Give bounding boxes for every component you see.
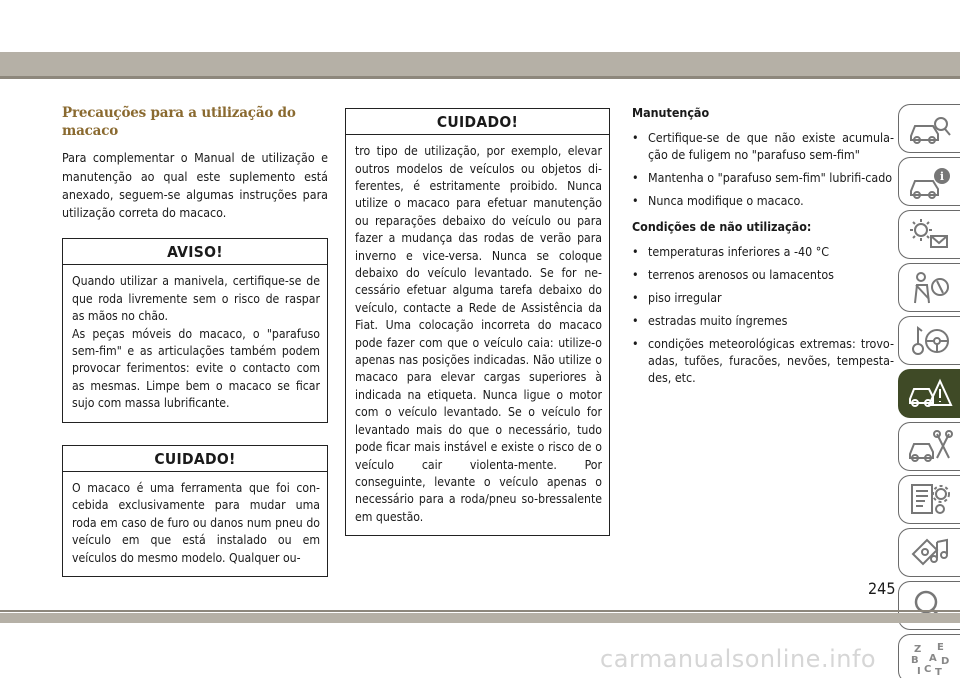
index-letter: C [923, 663, 931, 675]
svg-text:i: i [939, 169, 944, 183]
index-letter: E [936, 641, 944, 653]
intro-paragraph: Para complementar o Manual de utilização e manutenção ao qual este suplemento está anexado, seguem-se algumas instruções para utilização correta do macaco. [62, 150, 328, 221]
cuidado-title-left: CUIDADO! [63, 446, 327, 472]
bullet: • [632, 290, 639, 306]
middle-column [345, 108, 610, 550]
multimedia-icon [907, 534, 953, 572]
index-letter: A [928, 652, 937, 664]
bullet: • [632, 336, 639, 352]
cuidado-box-middle [345, 108, 610, 536]
chapter-tabs [898, 104, 960, 678]
index-letter: Z [913, 643, 921, 655]
index-letter: B [910, 654, 919, 666]
cuidado-body-middle [346, 135, 609, 535]
list-item: • piso irregular [632, 290, 722, 306]
aviso-title: AVISO! [63, 239, 327, 265]
tab-multimedia[interactable] [898, 528, 960, 577]
list-item: • Nunca modifique o macaco. [632, 193, 804, 209]
aviso-box [62, 238, 328, 422]
bullet: • [632, 244, 639, 260]
index-letter: I [916, 665, 921, 677]
list-item: • temperaturas inferiores a -40 °C [632, 244, 830, 260]
page-number: 245 [868, 579, 896, 598]
bullet: • [632, 267, 639, 283]
tab-car-breakdown[interactable] [898, 369, 960, 418]
tab-warning-lights[interactable] [898, 210, 960, 259]
manutencao-heading: Manutenção [632, 105, 710, 120]
tab-car-search[interactable] [898, 104, 960, 153]
tab-alphabet-index[interactable] [898, 634, 960, 678]
document-gear-icon [907, 481, 953, 519]
cuidado-text-middle: tro tipo de utilização, por exemplo, elevar outros modelos de veículos ou objetos di-ferentes, é estritamente proibido. Nunca utilize o macaco para efetuar manutenção ou reparações debaixo do veículo ou para fazer a mudança das rodas de verão para inverno e vice-versa. Nunca se coloque debaixo do veículo levantado. Se for ne-cessário efetuar alguma tarefa debaixo do veículo, contacte a Rede de Assistência da Fiat. Uma colocação incorreta do macaco pode fazer com que o veículo caia: utilize-o apenas nas posições indicadas. Não utilize o macaco para elevar cargas superiores à indicada na etiqueta. Nunca ligue o motor com o veículo levantado. Se o veículo for levantado mais do que o necessário, tudo pode ficar mais instável e existe o risco de o veículo cair violenta-mente. Por conseguinte, levante o veículo apenas o necessário para a roda/pneu so-bressalente em questão. [355, 144, 602, 524]
car-search-icon [907, 110, 953, 148]
index-letter: D [940, 655, 949, 667]
cuidado-box-left [62, 445, 328, 577]
bullet: • [632, 313, 639, 329]
right-column [632, 104, 894, 395]
bullet: • [632, 170, 639, 186]
index-letter: T [934, 666, 942, 678]
list-item: • Mantenha o "parafuso sem-fim" lubrifi-cado [632, 170, 893, 186]
condicoes-list [632, 243, 894, 386]
alphabet-index-icon [907, 640, 953, 678]
tab-car-wrench[interactable] [898, 422, 960, 471]
manutencao-list [632, 129, 894, 209]
aviso-text-2: As peças móveis do macaco, o "parafuso sem-fim" e as articulações também podem provocar ferimentos: evite o contacto com as mesmas. Limpe bem o macaco se ficar sujo com massa lubrificante. [72, 326, 320, 411]
header-band [0, 52, 960, 76]
tab-car-info[interactable] [898, 157, 960, 206]
warning-lights-icon [907, 216, 953, 254]
list-item: • condições meteorológicas extremas: trovo-adas, tufões, furacões, nevões, tempesta-des, etc. [632, 336, 894, 386]
condicoes-heading: Condições de não utilização: [632, 219, 812, 235]
aviso-text-1: Quando utilizar a manivela, certifique-se de que roda livremente sem o risco de raspar as mãos no chão. [72, 274, 320, 324]
watermark: carmanualsonline.info [600, 645, 877, 673]
section-heading: Precauções para a utilização do macaco [62, 105, 296, 140]
key-steering-icon [907, 322, 953, 360]
footer-band [0, 613, 960, 623]
tab-seatbelt-airbag[interactable] [898, 263, 960, 312]
cuidado-title-middle: CUIDADO! [346, 109, 609, 135]
bullet: • [632, 193, 639, 209]
aviso-body [63, 265, 327, 421]
cuidado-body-left [63, 472, 327, 576]
tab-key-steering[interactable] [898, 316, 960, 365]
list-item: • estradas muito íngremes [632, 313, 788, 329]
list-item: • terrenos arenosos ou lamacentos [632, 267, 834, 283]
bullet: • [632, 130, 639, 146]
list-item: • Certifique-se de que não existe acumula-ção de fuligem no "parafuso sem-fim" [632, 130, 894, 163]
car-wrench-icon [907, 428, 953, 466]
car-info-icon [907, 163, 953, 201]
car-breakdown-icon [907, 375, 953, 413]
left-column [62, 104, 328, 591]
cuidado-text-left: O macaco é uma ferramenta que foi con-cebida exclusivamente para mudar uma roda em caso de furo ou danos num pneu do veículo em que está instalado ou em veículos do mesmo modelo. Qualquer ou- [72, 480, 320, 565]
seatbelt-airbag-icon [907, 269, 953, 307]
tab-document-gear[interactable] [898, 475, 960, 524]
